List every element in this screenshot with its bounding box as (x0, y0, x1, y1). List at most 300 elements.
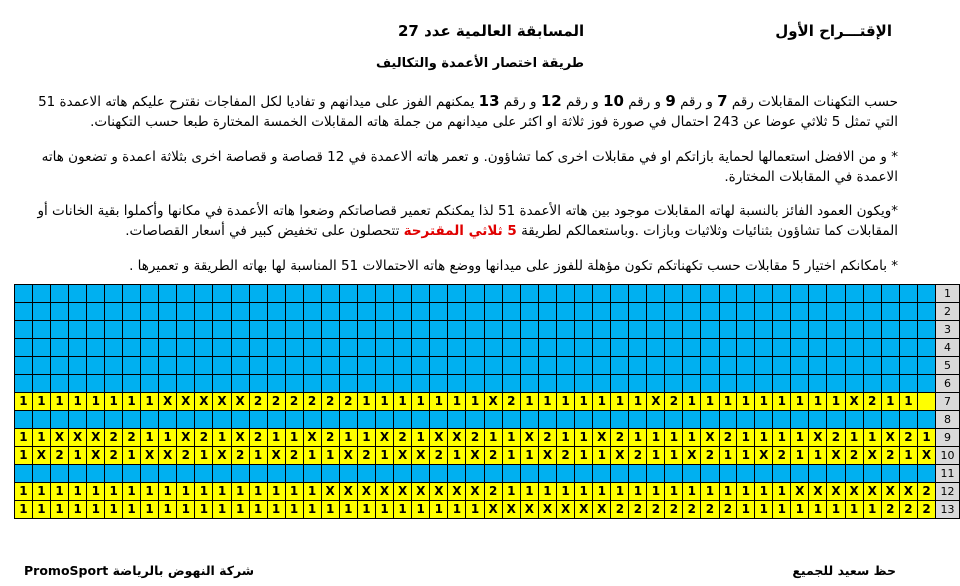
grid-cell (557, 375, 575, 393)
grid-cell (520, 357, 538, 375)
grid-cell: 1 (87, 393, 105, 411)
footer-company: PromoSport شركة النهوض بالرياضة (24, 563, 255, 578)
grid-row-3 (15, 321, 960, 339)
grid-cell (593, 321, 611, 339)
grid-cell (683, 303, 701, 321)
grid-cell: 2 (123, 429, 141, 447)
grid-cell: X (827, 447, 845, 465)
grid-cell (177, 411, 195, 429)
grid-cell (105, 321, 123, 339)
grid-cell (647, 321, 665, 339)
grid-cell (917, 285, 935, 303)
grid-cell: 1 (159, 501, 177, 519)
grid-cell (15, 357, 33, 375)
grid-cell: 1 (32, 483, 50, 501)
grid-cell (827, 321, 845, 339)
grid-cell: 1 (303, 501, 321, 519)
grid-cell: 2 (881, 501, 899, 519)
grid-cell: X (394, 483, 412, 501)
grid-cell: 1 (520, 393, 538, 411)
grid-cell: X (881, 429, 899, 447)
grid-cell (375, 339, 393, 357)
grid-cell (737, 357, 755, 375)
grid-cell: X (917, 447, 935, 465)
grid-cell (303, 411, 321, 429)
grid-cell: 1 (15, 393, 33, 411)
grid-cell: 1 (466, 393, 484, 411)
grid-cell (249, 357, 267, 375)
grid-cell (285, 357, 303, 375)
grid-cell: X (375, 483, 393, 501)
grid-cell: X (863, 483, 881, 501)
grid-cell (737, 465, 755, 483)
grid-cell (791, 411, 809, 429)
grid-row-10 (15, 447, 960, 465)
grid-cell (466, 465, 484, 483)
grid-cell: 1 (701, 393, 719, 411)
grid-cell: 1 (339, 501, 357, 519)
grid-cell (321, 339, 339, 357)
grid-cell: 1 (69, 447, 87, 465)
grid-cell (701, 321, 719, 339)
grid-cell: 1 (484, 429, 502, 447)
grid-cell (430, 321, 448, 339)
grid-cell (231, 411, 249, 429)
grid-cell: 1 (557, 429, 575, 447)
grid-cell: 1 (863, 429, 881, 447)
grid-cell (863, 321, 881, 339)
grid-cell: 1 (321, 447, 339, 465)
grid-cell: X (502, 501, 520, 519)
grid-cell (899, 375, 917, 393)
grid-cell: X (701, 429, 719, 447)
footer-good-luck: حظ سعيد للجميع (792, 563, 896, 578)
grid-cell: 1 (249, 483, 267, 501)
grid-cell (755, 339, 773, 357)
grid-cell (629, 285, 647, 303)
grid-cell: 1 (430, 501, 448, 519)
grid-cell (683, 339, 701, 357)
grid-cell (611, 339, 629, 357)
grid-cell: 1 (50, 393, 68, 411)
grid-cell: 1 (737, 483, 755, 501)
grid-cell: 1 (593, 393, 611, 411)
grid-cell (69, 303, 87, 321)
grid-cell: 1 (394, 393, 412, 411)
grid-cell (394, 375, 412, 393)
grid-cell (520, 303, 538, 321)
grid-cell (466, 339, 484, 357)
grid-cell: X (339, 483, 357, 501)
grid-cell (285, 465, 303, 483)
grid-cell (719, 411, 737, 429)
grid-cell (917, 303, 935, 321)
grid-cell (683, 321, 701, 339)
grid-cell (827, 339, 845, 357)
grid-cell (32, 303, 50, 321)
grid-row-2 (15, 303, 960, 321)
grid-cell (899, 357, 917, 375)
proposal-title: الإقتـــراح الأول (775, 22, 892, 40)
grid-cell (141, 411, 159, 429)
grid-cell (773, 303, 791, 321)
grid-cell: 1 (141, 429, 159, 447)
grid-cell (827, 411, 845, 429)
grid-cell (575, 465, 593, 483)
grid-cell: 1 (737, 447, 755, 465)
grid-cell (448, 357, 466, 375)
grid-cell (575, 303, 593, 321)
grid-row-6 (15, 375, 960, 393)
grid-cell: 1 (845, 501, 863, 519)
grid-cell (827, 285, 845, 303)
grid-cell (448, 285, 466, 303)
grid-cell: 2 (394, 429, 412, 447)
grid-cell: 2 (611, 429, 629, 447)
grid-cell: 2 (665, 501, 683, 519)
grid-cell (141, 339, 159, 357)
grid-cell: X (412, 447, 430, 465)
grid-cell: X (484, 501, 502, 519)
grid-cell: 1 (32, 501, 50, 519)
grid-cell (881, 285, 899, 303)
grid-cell (557, 465, 575, 483)
grid-cell: 2 (881, 447, 899, 465)
grid-cell: X (430, 483, 448, 501)
grid-cell (50, 465, 68, 483)
grid-cell: 1 (213, 501, 231, 519)
grid-cell (123, 339, 141, 357)
grid-cell (321, 303, 339, 321)
grid-cell (557, 411, 575, 429)
grid-cell: 2 (285, 393, 303, 411)
grid-cell: 1 (177, 483, 195, 501)
grid-cell: 1 (647, 447, 665, 465)
grid-cell (267, 303, 285, 321)
grid-cell (881, 321, 899, 339)
grid-cell: X (412, 483, 430, 501)
columns-grid (14, 284, 960, 519)
grid-cell: 1 (213, 483, 231, 501)
grid-cell (448, 375, 466, 393)
grid-cell (430, 411, 448, 429)
grid-cell (321, 411, 339, 429)
grid-cell (502, 285, 520, 303)
grid-cell: 1 (303, 447, 321, 465)
grid-cell (484, 411, 502, 429)
grid-cell: 1 (430, 393, 448, 411)
grid-cell (755, 465, 773, 483)
grid-cell: X (87, 429, 105, 447)
grid-cell (845, 339, 863, 357)
grid-cell (899, 339, 917, 357)
grid-cell (863, 375, 881, 393)
grid-cell: 1 (249, 501, 267, 519)
grid-cell (105, 285, 123, 303)
grid-cell: 1 (575, 393, 593, 411)
grid-cell: 2 (917, 501, 935, 519)
row-number: 12 (936, 483, 960, 501)
grid-cell (303, 285, 321, 303)
grid-cell (375, 465, 393, 483)
grid-cell (430, 465, 448, 483)
grid-cell: 1 (123, 483, 141, 501)
grid-cell: 1 (448, 447, 466, 465)
grid-cell: 1 (177, 501, 195, 519)
row-number: 7 (936, 393, 960, 411)
grid-cell: 1 (737, 393, 755, 411)
grid-cell: 1 (412, 501, 430, 519)
grid-cell (231, 465, 249, 483)
grid-cell: 2 (249, 429, 267, 447)
grid-cell (357, 357, 375, 375)
grid-cell (159, 357, 177, 375)
grid-cell (809, 411, 827, 429)
grid-cell (285, 321, 303, 339)
grid-cell (484, 321, 502, 339)
grid-cell (394, 303, 412, 321)
grid-cell: 1 (412, 393, 430, 411)
grid-cell: X (69, 429, 87, 447)
grid-cell (719, 357, 737, 375)
grid-cell: 1 (195, 483, 213, 501)
grid-cell (845, 321, 863, 339)
grid-cell: 2 (430, 447, 448, 465)
grid-cell (249, 321, 267, 339)
grid-cell (629, 411, 647, 429)
grid-cell (285, 303, 303, 321)
grid-cell (141, 285, 159, 303)
grid-cell: 1 (917, 429, 935, 447)
grid-cell: 2 (267, 393, 285, 411)
grid-cell: 1 (701, 483, 719, 501)
grid-row-11 (15, 465, 960, 483)
grid-cell (430, 303, 448, 321)
grid-cell (339, 465, 357, 483)
contest-title: المسابقة العالمية عدد 27 (398, 22, 585, 40)
grid-cell (863, 411, 881, 429)
grid-cell: X (845, 393, 863, 411)
grid-cell (773, 285, 791, 303)
grid-cell: X (593, 501, 611, 519)
grid-cell: X (520, 429, 538, 447)
grid-cell (484, 465, 502, 483)
grid-cell (50, 303, 68, 321)
grid-cell (557, 321, 575, 339)
grid-cell (357, 375, 375, 393)
grid-cell (593, 285, 611, 303)
grid-cell (50, 285, 68, 303)
grid-cell (357, 303, 375, 321)
grid-cell: 1 (755, 429, 773, 447)
grid-cell (755, 303, 773, 321)
grid-cell: 2 (231, 447, 249, 465)
grid-cell (123, 285, 141, 303)
grid-cell (159, 321, 177, 339)
grid-cell (827, 303, 845, 321)
grid-cell: X (321, 483, 339, 501)
grid-cell (557, 285, 575, 303)
grid-cell: 1 (394, 501, 412, 519)
grid-cell (701, 411, 719, 429)
grid-cell (647, 375, 665, 393)
grid-cell: 2 (647, 501, 665, 519)
grid-cell (213, 465, 231, 483)
grid-cell (629, 321, 647, 339)
grid-cell (159, 285, 177, 303)
grid-cell (719, 303, 737, 321)
grid-cell (791, 357, 809, 375)
grid-row-13 (15, 501, 960, 519)
grid-cell (412, 465, 430, 483)
grid-cell: 1 (791, 429, 809, 447)
grid-cell (267, 375, 285, 393)
grid-cell (123, 465, 141, 483)
grid-cell (141, 357, 159, 375)
grid-cell (448, 411, 466, 429)
grid-cell: 1 (123, 501, 141, 519)
grid-cell (701, 375, 719, 393)
grid-cell (87, 465, 105, 483)
grid-cell (32, 357, 50, 375)
grid-cell: 1 (665, 429, 683, 447)
grid-cell (466, 285, 484, 303)
grid-cell (159, 411, 177, 429)
grid-cell (141, 303, 159, 321)
grid-cell: 1 (50, 483, 68, 501)
grid-cell (375, 303, 393, 321)
grid-cell (448, 303, 466, 321)
grid-cell (773, 375, 791, 393)
grid-cell (575, 321, 593, 339)
grid-cell: X (448, 429, 466, 447)
grid-cell (538, 357, 556, 375)
grid-cell: 1 (845, 429, 863, 447)
grid-cell: 2 (827, 429, 845, 447)
grid-cell (827, 357, 845, 375)
grid-cell: 2 (249, 393, 267, 411)
grid-cell: 1 (683, 393, 701, 411)
grid-cell (50, 357, 68, 375)
grid-cell (105, 339, 123, 357)
grid-cell (629, 465, 647, 483)
grid-cell (629, 357, 647, 375)
grid-cell: 1 (611, 483, 629, 501)
grid-cell (863, 465, 881, 483)
grid-cell: 1 (285, 501, 303, 519)
row-number: 9 (936, 429, 960, 447)
grid-cell: X (375, 429, 393, 447)
grid-cell (917, 411, 935, 429)
grid-cell (195, 339, 213, 357)
grid-cell: 2 (50, 447, 68, 465)
grid-cell (665, 285, 683, 303)
grid-cell (412, 303, 430, 321)
grid-cell (357, 285, 375, 303)
grid-cell: 1 (123, 393, 141, 411)
grid-cell: 1 (213, 429, 231, 447)
grid-cell (159, 375, 177, 393)
grid-cell (484, 339, 502, 357)
grid-cell (863, 285, 881, 303)
grid-cell (50, 321, 68, 339)
grid-cell (448, 339, 466, 357)
grid-cell (430, 285, 448, 303)
grid-cell (466, 375, 484, 393)
grid-cell: X (881, 483, 899, 501)
grid-cell (701, 303, 719, 321)
grid-cell (719, 285, 737, 303)
grid-cell (69, 411, 87, 429)
grid-cell (791, 303, 809, 321)
grid-cell (701, 465, 719, 483)
grid-cell: 1 (448, 393, 466, 411)
paragraph-2: * و من الافضل استعمالها لحماية بازاتكم او في مقابلات اخرى كما تشاؤون. و تعمر هاته الاعمدة في 12 قصاصة و قصاصة اخرى بثلاثة اعمدة و تضعون هاته الاعمدة في المقابلات المختارة. (41, 149, 898, 185)
grid-cell: 1 (502, 447, 520, 465)
paragraph-4: * بامكانكم اختيار 5 مقابلات حسب تكهناتكم تكون مؤهلة للفوز على ميدانها ووضع هاته الاحتمالات 51 المناسبة لها بهاته الطريقة و تعميرها . (129, 258, 898, 274)
grid-cell (755, 285, 773, 303)
grid-cell (629, 375, 647, 393)
grid-cell (647, 303, 665, 321)
grid-cell (231, 339, 249, 357)
grid-cell: X (303, 429, 321, 447)
grid-cell: 1 (809, 501, 827, 519)
grid-cell: 1 (827, 393, 845, 411)
grid-cell (737, 321, 755, 339)
grid-cell (123, 411, 141, 429)
grid-cell (665, 411, 683, 429)
grid-cell: X (538, 501, 556, 519)
grid-cell (123, 375, 141, 393)
grid-cell: 2 (285, 447, 303, 465)
grid-cell (611, 375, 629, 393)
grid-row-9 (15, 429, 960, 447)
grid-cell (466, 303, 484, 321)
grid-cell (502, 411, 520, 429)
grid-cell (809, 357, 827, 375)
grid-cell: 1 (863, 501, 881, 519)
grid-cell (213, 375, 231, 393)
grid-cell: 2 (917, 483, 935, 501)
grid-cell (267, 339, 285, 357)
grid-cell (683, 465, 701, 483)
grid-cell (141, 465, 159, 483)
grid-cell (105, 303, 123, 321)
grid-cell (520, 339, 538, 357)
grid-cell (520, 465, 538, 483)
grid-cell: 1 (557, 483, 575, 501)
grid-cell (665, 465, 683, 483)
row-number: 8 (936, 411, 960, 429)
grid-cell (213, 321, 231, 339)
grid-cell (557, 339, 575, 357)
paragraph-3: *ويكون العمود الفائز بالنسبة لهاته المقابلات موجود بين هاته الأعمدة 51 لذا يمكنكم تعمير قصاصاتكم وضعوا هاته الأعمدة في مكانها وأكملوا بقية الخانات أو المقابلات كما تشاؤون بثنائيات وثلاثيات وبازات .وباستعمالكم لطريقة 5 ثلاثي المقترحة تتحصلون على تخفيض كبير في أسعار القصاصات. (37, 203, 898, 239)
grid-cell (231, 321, 249, 339)
grid-cell (249, 285, 267, 303)
grid-cell: X (647, 393, 665, 411)
grid-cell (285, 375, 303, 393)
row-number: 13 (936, 501, 960, 519)
grid-cell (339, 303, 357, 321)
grid-cell (394, 285, 412, 303)
grid-cell (611, 321, 629, 339)
grid-cell (32, 321, 50, 339)
grid-cell (50, 339, 68, 357)
grid-cell: 1 (32, 393, 50, 411)
grid-cell: 1 (755, 483, 773, 501)
grid-cell (15, 285, 33, 303)
grid-cell (321, 285, 339, 303)
